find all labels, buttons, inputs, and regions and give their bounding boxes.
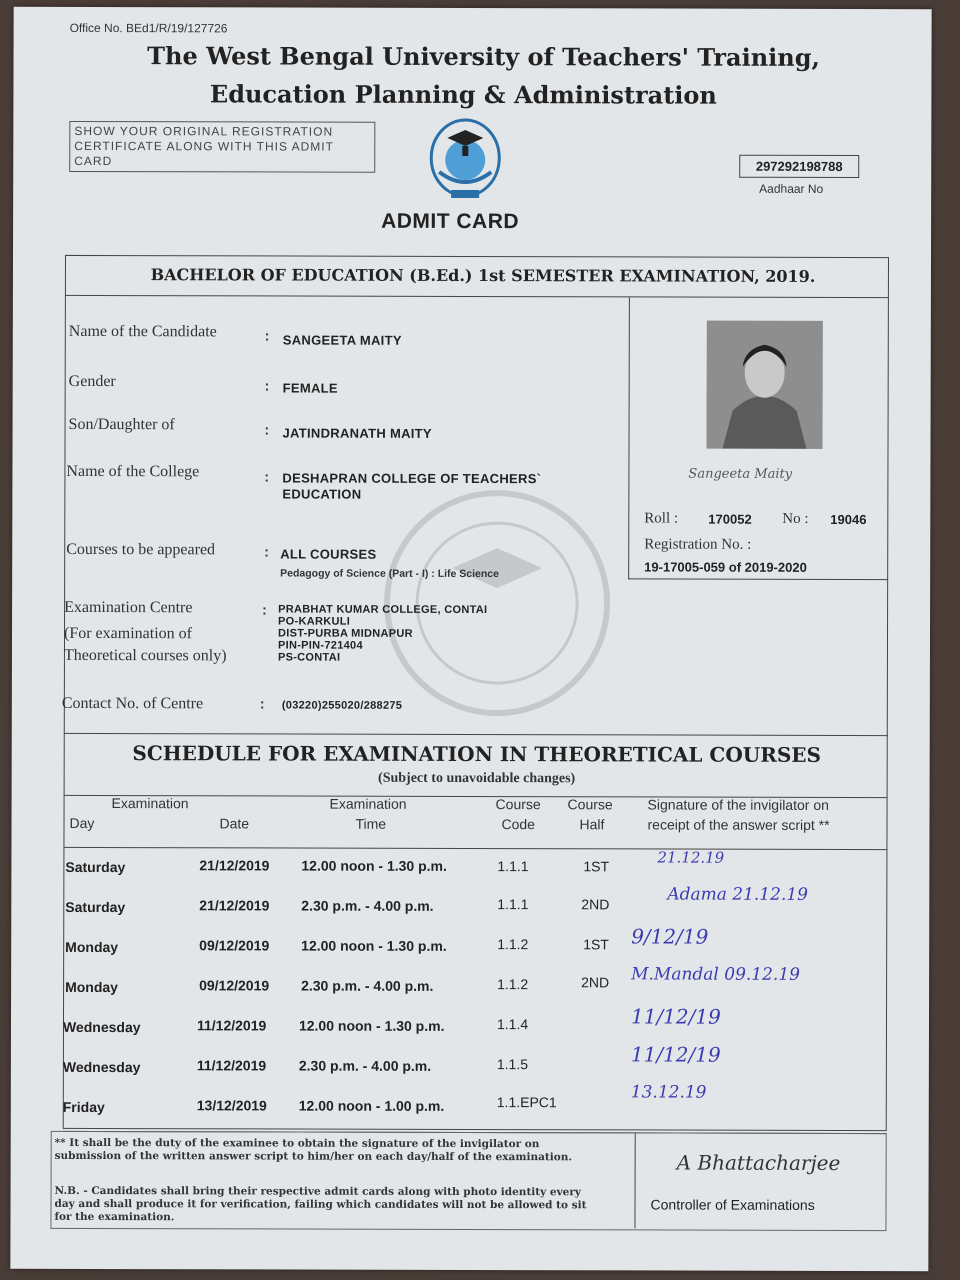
university-name-line2: Education Planning & Administration bbox=[209, 79, 717, 110]
time-cell: 12.00 noon - 1.00 p.m. bbox=[298, 1097, 445, 1114]
document-title: ADMIT CARD bbox=[381, 209, 520, 234]
courses-detail: Pedagogy of Science (Part - I) : Life Science bbox=[280, 567, 499, 581]
registration-value: 19-17005-059 of 2019-2020 bbox=[644, 559, 807, 575]
contact-label: Contact No. of Centre bbox=[61, 694, 204, 713]
date-cell: 21/12/2019 bbox=[199, 897, 270, 914]
nb-note: N.B. - Candidates shall bring their respective admit cards along with photo identity every day and shall produce it for verification, failing which candidates will not be allowed to sit for the examination. bbox=[54, 1184, 587, 1224]
contact-number: (03220)255020/288275 bbox=[281, 699, 403, 712]
time-cell: 2.30 p.m. - 4.00 p.m. bbox=[301, 897, 434, 914]
time-cell: 12.00 noon - 1.30 p.m. bbox=[301, 937, 447, 954]
college-name-line2: EDUCATION bbox=[282, 486, 362, 502]
header-code-1: Course bbox=[495, 796, 541, 813]
code-cell: 1.1.1 bbox=[497, 858, 529, 875]
code-cell: 1.1.2 bbox=[497, 976, 529, 993]
invigilator-note: ** It shall be the duty of the examinee to obtain the signature of the invigilator on submission of the written answer script to him/her on each day/half of the examination. bbox=[54, 1136, 573, 1164]
invigilator-signature: 11/12/19 bbox=[630, 1042, 721, 1067]
registration-label: Registration No. : bbox=[644, 536, 752, 553]
invigilator-signature: M.Mandal 09.12.19 bbox=[631, 964, 801, 985]
colon: : bbox=[264, 327, 270, 344]
centre-label-note: Theoretical courses only) bbox=[63, 646, 227, 665]
time-cell: 2.30 p.m. - 4.00 p.m. bbox=[301, 977, 434, 994]
header-half-2: Half bbox=[579, 816, 605, 833]
code-cell: 1.1.4 bbox=[496, 1016, 529, 1033]
schedule-subtitle: (Subject to unavoidable changes) bbox=[378, 770, 576, 787]
university-logo-icon bbox=[425, 112, 505, 204]
university-name-line1: The West Bengal University of Teachers' Training, bbox=[147, 41, 820, 72]
candidate-name-label: Name of the Candidate bbox=[68, 322, 217, 341]
college-label: Name of the College bbox=[66, 462, 200, 481]
header-time-2: Time bbox=[355, 815, 387, 832]
parent-label: Son/Daughter of bbox=[68, 415, 175, 434]
colon: : bbox=[262, 601, 267, 618]
date-cell: 21/12/2019 bbox=[199, 857, 270, 874]
header-day: Day bbox=[69, 814, 95, 832]
colon: : bbox=[259, 695, 265, 712]
gender-value: FEMALE bbox=[282, 380, 338, 396]
candidate-name: SANGEETA MAITY bbox=[282, 332, 402, 348]
header-time-1: Examination bbox=[329, 795, 407, 812]
courses-label: Courses to be appeared bbox=[66, 540, 216, 559]
time-cell: 12.00 noon - 1.30 p.m. bbox=[298, 1017, 445, 1034]
centre-label-note: (For examination of bbox=[63, 624, 193, 643]
colon: : bbox=[264, 543, 269, 560]
date-cell: 09/12/2019 bbox=[199, 977, 270, 994]
invigilator-signature: 11/12/19 bbox=[630, 1004, 721, 1029]
college-name-line1: DESHAPRAN COLLEGE OF TEACHERS` bbox=[282, 470, 542, 487]
time-cell: 12.00 noon - 1.30 p.m. bbox=[301, 857, 447, 874]
invigilator-signature: 9/12/19 bbox=[631, 924, 709, 949]
date-cell: 11/12/2019 bbox=[196, 1017, 267, 1034]
header-date: Date bbox=[219, 815, 250, 832]
candidate-photo bbox=[706, 321, 822, 449]
colon: : bbox=[264, 421, 270, 438]
roll-value: 170052 bbox=[708, 511, 752, 527]
aadhaar-label: Aadhaar No bbox=[759, 181, 824, 196]
half-cell: 2ND bbox=[581, 896, 610, 913]
code-cell: 1.1.2 bbox=[497, 936, 529, 953]
gender-label: Gender bbox=[68, 372, 116, 391]
half-cell: 1ST bbox=[583, 936, 609, 953]
time-cell: 2.30 p.m. - 4.00 p.m. bbox=[298, 1057, 432, 1074]
centre-address: PRABHAT KUMAR COLLEGE, CONTAI PO-KARKULI DIST-PURBA MIDNAPUR PIN-PIN-721404 PS-CONTAI bbox=[277, 603, 488, 664]
colon: : bbox=[264, 468, 270, 485]
day-cell: Friday bbox=[62, 1098, 105, 1116]
invigilator-signature: 13.12.19 bbox=[630, 1082, 707, 1103]
no-value: 19046 bbox=[830, 511, 867, 528]
courses-value: ALL COURSES bbox=[280, 546, 377, 562]
half-cell: 1ST bbox=[583, 858, 610, 875]
day-cell: Wednesday bbox=[62, 1018, 141, 1036]
header-examination: Examination bbox=[111, 795, 189, 812]
registration-notice: SHOW YOUR ORIGINAL REGISTRATION CERTIFICATE ALONG WITH THIS ADMIT CARD bbox=[69, 121, 375, 173]
centre-label: Examination Centre bbox=[64, 598, 193, 617]
admit-card-paper bbox=[10, 7, 931, 1271]
colon: : bbox=[264, 377, 270, 394]
day-cell: Saturday bbox=[65, 898, 126, 916]
no-label: No : bbox=[782, 510, 809, 527]
day-cell: Monday bbox=[65, 978, 118, 996]
code-cell: 1.1.1 bbox=[497, 896, 529, 913]
controller-label: Controller of Examinations bbox=[650, 1196, 815, 1213]
aadhaar-number: 297292198788 bbox=[739, 155, 859, 178]
code-cell: 1.1.EPC1 bbox=[496, 1094, 557, 1111]
exam-title: BACHELOR OF EDUCATION (B.Ed.) 1st SEMESTER EXAMINATION, 2019. bbox=[150, 265, 816, 286]
controller-signature: A Bhattacharjee bbox=[676, 1150, 841, 1175]
date-cell: 13/12/2019 bbox=[196, 1097, 267, 1114]
header-code-2: Code bbox=[501, 816, 536, 833]
date-cell: 11/12/2019 bbox=[196, 1057, 267, 1074]
header-signature-1: Signature of the invigilator on bbox=[647, 796, 829, 813]
parent-name: JATINDRANATH MAITY bbox=[282, 425, 432, 441]
half-cell: 2ND bbox=[581, 974, 610, 991]
candidate-signature: Sangeeta Maity bbox=[688, 466, 793, 482]
office-number: Office No. BEd1/R/19/127726 bbox=[69, 20, 228, 36]
date-cell: 09/12/2019 bbox=[199, 937, 270, 954]
schedule-title: SCHEDULE FOR EXAMINATION IN THEORETICAL COURSES bbox=[132, 741, 822, 767]
header-half-1: Course bbox=[567, 796, 613, 813]
header-signature-2: receipt of the answer script ** bbox=[647, 816, 830, 833]
roll-label: Roll : bbox=[644, 510, 679, 527]
code-cell: 1.1.5 bbox=[496, 1056, 529, 1073]
day-cell: Saturday bbox=[65, 858, 126, 876]
invigilator-signature: Adama 21.12.19 bbox=[667, 884, 809, 905]
day-cell: Wednesday bbox=[62, 1058, 141, 1076]
invigilator-signature: 21.12.19 bbox=[657, 848, 725, 867]
day-cell: Monday bbox=[65, 938, 119, 956]
